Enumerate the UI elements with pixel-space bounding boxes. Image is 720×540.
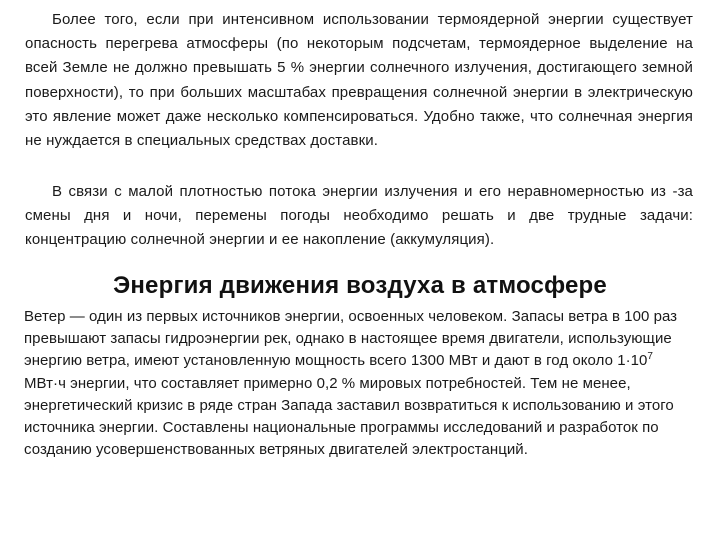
section-heading: Энергия движения воздуха в атмосфере bbox=[113, 272, 607, 299]
paragraph-solar-overheating: Более того, если при интенсивном использовании термоядерной энергии существует опасность перегрева атмосферы (по некоторым подсчетам, термоядерное выделение на всей Земле не должно превышать 5 % энергии солнечного излучения, достигающего земной поверхности), то при больших масштабах превращения солнечной энергии в электрическую это явление может даже несколько компенсироваться. Удобно также, что солнечная энергия не нуждается в специальных средствах доставки. bbox=[25, 11, 693, 150]
paragraph-wind-energy bbox=[24, 306, 692, 461]
wind-text-after: МВт·ч энергии, что составляет примерно 0,2 % мировых потребностей. Тем не менее, энергетический кризис в ряде стран Запада заставил возвратиться к использованию и этого источника энергии. Составлены национальные программы исследований и разработок по созданию усовершенствованных ветряных двигателей электростанций. bbox=[24, 374, 674, 459]
wind-exponent: 7 bbox=[647, 351, 654, 363]
paragraph-solar-storage: В связи с малой плотностью потока энергии излучения и его неравномерностью из -за смены дня и ночи, перемены погоды необходимо решать и две трудные задачи: концентрацию солнечной энергии и ее накопление (аккумуляция). bbox=[25, 183, 693, 249]
wind-text-before: Ветер — один из первых источников энергии, освоенных человеком. Запасы ветра в 100 раз превышают запасы гидроэнергии рек, однако в настоящее время двигатели, использующие энергию ветра, имеют установленную мощность всего 1300 МВт и дают в год около 1·10 bbox=[24, 308, 678, 370]
